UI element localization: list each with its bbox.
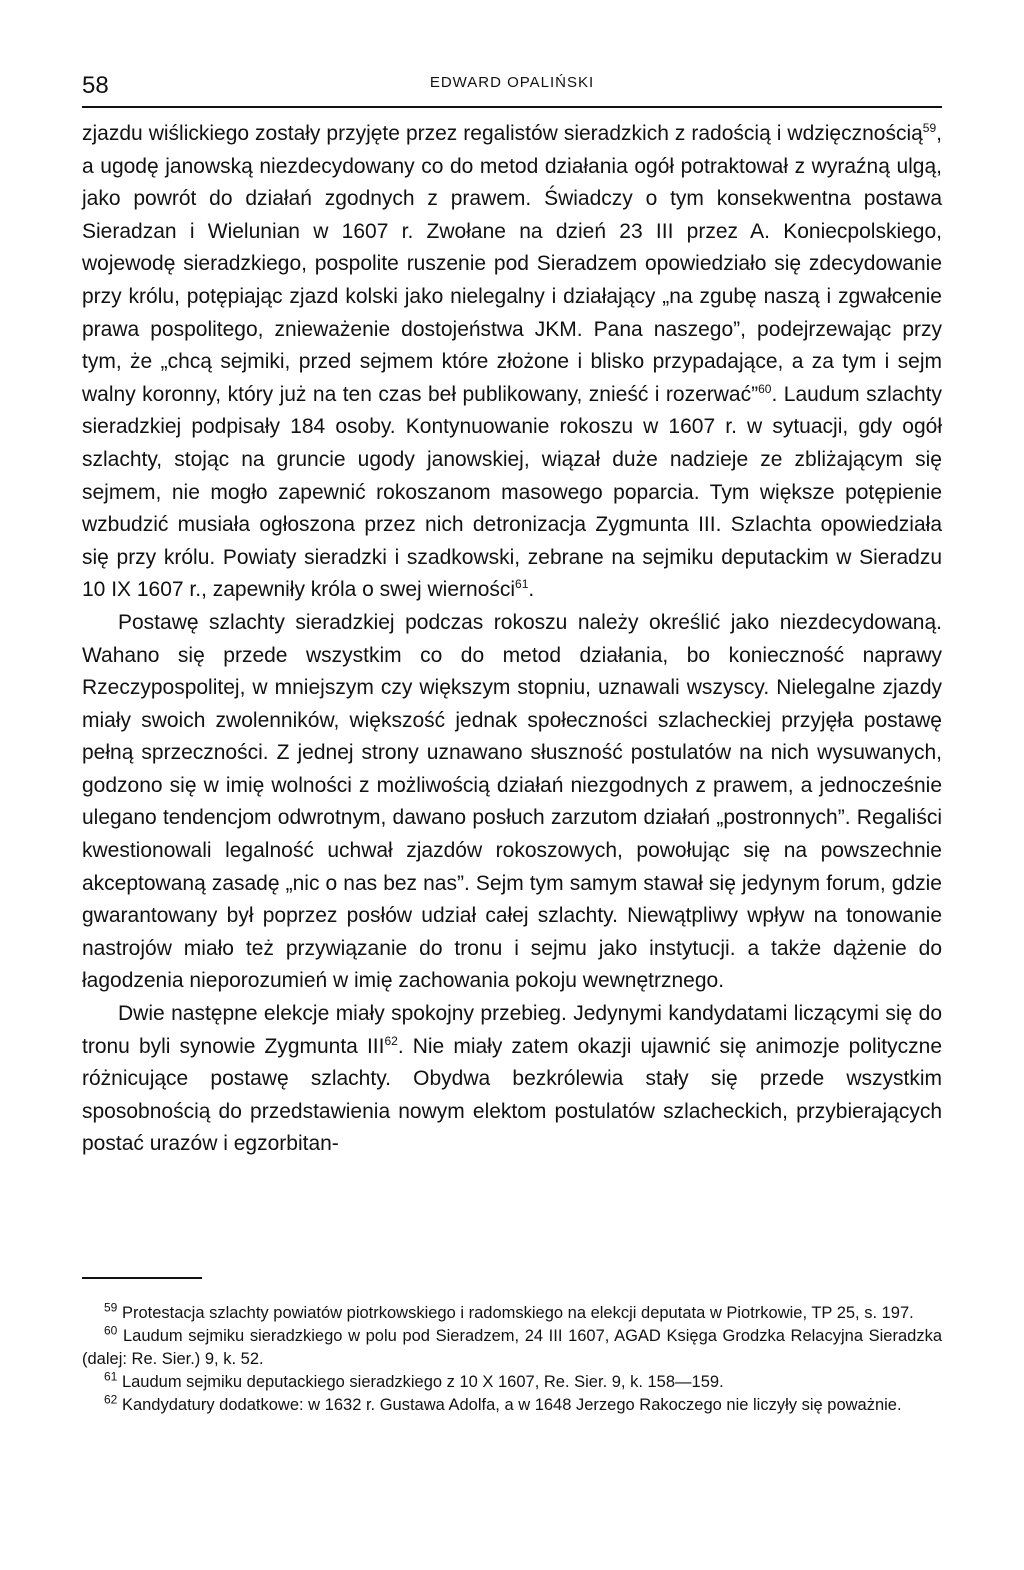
- footnote-59: [82, 1302, 942, 1325]
- footnotes: [82, 1302, 942, 1417]
- footnote-number: 62: [104, 1392, 118, 1407]
- page-header: [82, 66, 942, 108]
- footnote-number: 59: [104, 1300, 118, 1315]
- footnote-ref-60: 60: [758, 381, 772, 396]
- running-title: EDWARD OPALIŃSKI: [429, 74, 595, 91]
- paragraph-1: [82, 118, 942, 607]
- footnote-ref-59: 59: [922, 121, 937, 135]
- footnote-ref-62: 62: [384, 1033, 398, 1048]
- paragraph-text: Postawę szlachty sieradzkiej podczas rokoszu należy określić jako niezdecydowaną. Wahano się przede wszystkim co do metod działania, bo konieczność naprawy Rzeczypospolitej, w mniejszym czy większym stopniu, uznawali wszyscy. Nielegalne zjazdy miały swoich zwolenników, większość jednak społeczności szlacheckiej przyjęła postawę pełną sprzeczności. Z jednej strony uznawano słuszność postulatów na nich wysuwanych, godzono się w imię wolności z możliwością działań niezgodnych z prawem, a jednocześnie ulegano tendencjom odwrotnym, dawano posłuch zarzutom działań „postronnych”. Regaliści kwestionowali legalność uchwał zjazdów rokoszowych, powołując się na powszechnie akceptowaną zasadę „nic o nas bez nas”. Sejm tym samym stawał się jedynym forum, gdzie gwarantowany był poprzez posłów udział całej szlachty. Niewątpliwy wpływ na tonowanie nastrojów miało też przywiązanie do tronu i sejmu jako instytucji. a także dążenie do łagodzenia nieporozumień w imię zachowania pokoju wewnętrznego.: [82, 610, 942, 993]
- paragraph-2: [82, 607, 942, 998]
- paragraph-text: . Laudum szlachty sieradzkiej podpisały 184 osoby. Kontynuowanie rokoszu w 1607 r. w sytuacji, gdy ogół szlachty, stojąc na gruncie ugody janowskiej, wiązał duże nadzieje ze zbliżającym się sejmem, nie mogło zapewnić rokoszanom masowego poparcia. Tym większe potępienie wzbudzić musiała ogłoszona przez nich detronizacja Zygmunta III. Szlachta opowiedziała się przy królu. Powiaty sieradzki i szadkowski, zebrane na sejmiku deputackim w Sieradzu 10 IX 1607 r., zapewniły króla o swej wierności: [82, 382, 942, 602]
- footnote-61: [82, 1371, 942, 1394]
- paragraph-text: .: [528, 578, 535, 602]
- paragraph-text: , a ugodę janowską niezdecydowany co do metod działania ogół potraktował z wyraźną ulgą, jako powrót do działań zgodnych z prawem. Świadczy o tym konsekwentna postawa Sieradzan i Wielunian w 1607 r. Zwołane na dzień 23 III przez A. Koniecpolskiego, wojewodę sieradzkiego, pospolite ruszenie pod Sieradzem opowiedziało się zdecydowanie przy królu, potępiając zjazd kolski jako nielegalny i działający „na zgubę naszą i zgwałcenie prawa pospolitego, znieważenie dostojeństwa JKM. Pana naszego”, podejrzewając przy tym, że „chcą sejmiki, przed sejmem które złożone i blisko przypadające, a za tym i sejm walny koronny, który już na ten czas beł publikowany, znieść i rozerwać”: [82, 122, 942, 406]
- footnote-62: [82, 1394, 942, 1417]
- footnote-number: 60: [104, 1323, 118, 1338]
- paragraph-text: Dwie następne elekcje miały spokojny przebieg. Jedynymi kandydatami liczącymi się do tronu byli synowie Zygmunta III: [82, 1002, 942, 1058]
- main-text: [82, 118, 942, 1161]
- footnote-text: Protestacja szlachty powiatów piotrkowskiego i radomskiego na elekcji deputata w Piotrkowie, TP 25, s. 197.: [121, 1304, 914, 1322]
- paragraph-3: [82, 998, 942, 1161]
- paragraph-text: . Nie miały zatem okazji ujawnić się animozje polityczne różnicujące postawę szlachty. Obydwa bezkrólewia stały się przede wszystkim sposobnością do przedstawienia nowym elektom postulatów szlacheckich, przybierających postać urazów i egzorbitan-: [82, 1034, 942, 1156]
- footnote-text: Laudum sejmiku sieradzkiego w polu pod Sieradzem, 24 III 1607, AGAD Księga Grodzka Relacyjna Sieradzka (dalej: Re. Sier.) 9, k. 52.: [82, 1327, 942, 1368]
- footnote-ref-61: 61: [515, 577, 529, 592]
- footnote-60: [82, 1325, 942, 1371]
- footnote-text: Laudum sejmiku deputackiego sieradzkiego z 10 X 1607, Re. Sier. 9, k. 158—159.: [121, 1373, 724, 1391]
- footnote-number: 61: [104, 1369, 118, 1384]
- paragraph-text: zjazdu wiślickiego zostały przyjęte przez regalistów sieradzkich z radością i wdzięcznością: [82, 122, 923, 145]
- page-number: 58: [82, 72, 109, 99]
- footnote-separator: [82, 1277, 202, 1279]
- footnote-text: Kandydatury dodatkowe: w 1632 r. Gustawa Adolfa, a w 1648 Jerzego Rakoczego nie liczyły się poważnie.: [121, 1396, 902, 1414]
